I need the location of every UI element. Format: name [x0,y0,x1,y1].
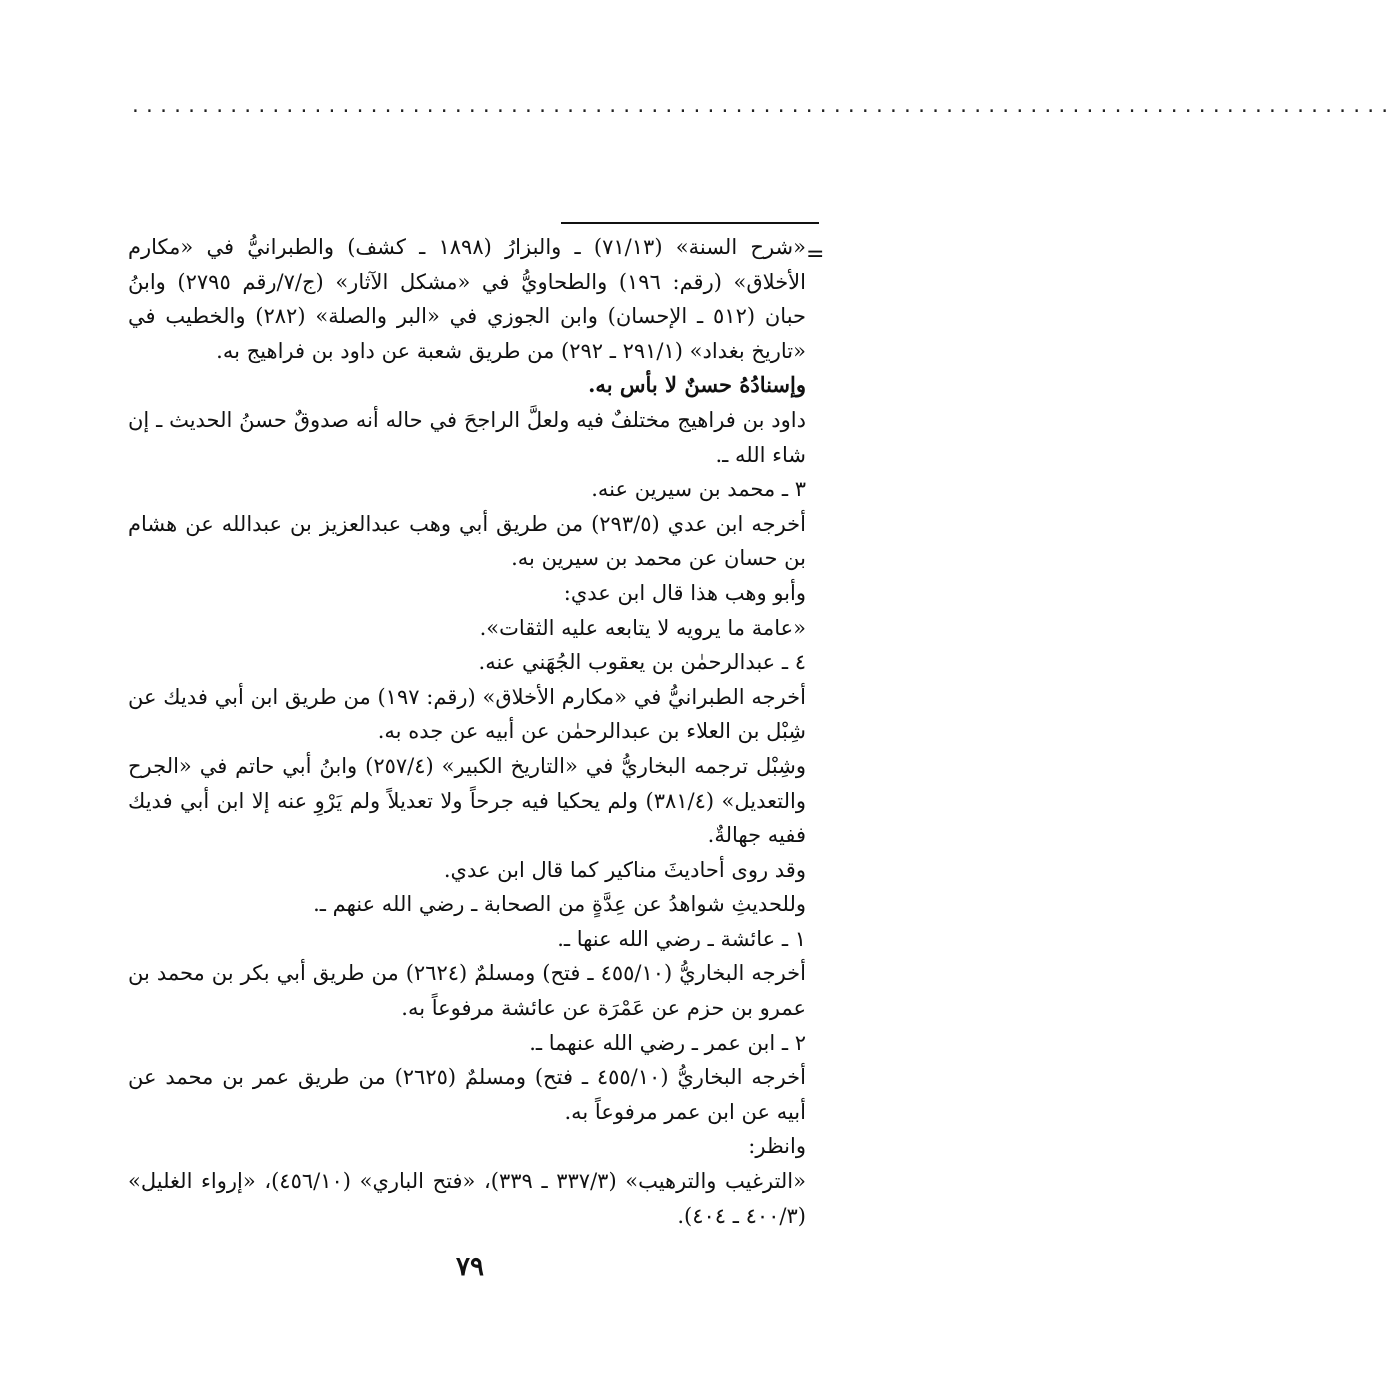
continuation-mark: = [806,242,825,267]
footnote-rule [561,222,819,224]
paragraph: أخرجه ابن عدي (٢٩٣/٥) من طريق أبي وهب عبدالعزيز بن عبدالله عن هشام بن حسان عن محمد بن سيرين به. [128,511,806,571]
paragraph: أخرجه البخاريُّ (٤٥٥/١٠ ـ فتح) ومسلمٌ (٢٦٢٥) من طريق عمر بن محمد عن أبيه عن ابن عمر مرفوعاً به. [128,1065,806,1124]
paragraph: وأبو وهب هذا قال ابن عدي: [563,580,806,605]
paragraph: ٤ ـ عبدالرحمٰن بن يعقوب الجُهَني عنه. [478,650,806,675]
paragraph: أخرجه الطبرانيُّ في «مكارم الأخلاق» (رقم: ١٩٧) من طريق ابن أبي فديك عن شِبْل بن العلاء بن عبدالرحمٰن عن أبيه عن جده به. [128,684,806,744]
paragraph: وشِبْل ترجمه البخاريُّ في «التاريخ الكبير» (٢٥٧/٤) وابنُ أبي حاتم في «الجرح والتعديل» (٣٨١/٤) ولم يحكيا فيه جرحاً ولا تعديلاً ولم يَرْوِ عنه إلا ابن أبي فديك ففيه جهالةٌ. [128,753,806,848]
paragraph: ٣ ـ محمد بن سيرين عنه. [591,477,806,502]
paragraph: «شرح السنة» (٧١/١٣) ـ والبزارُ (١٨٩٨ ـ كشف) والطبرانيُّ في «مكارم الأخلاق» (رقم: ١٩٦) والطحاويُّ في «مشكل الآثار» (ج/٧/رقم ٢٧٩٥) وابنُ حبان (٥١٢ ـ الإحسان) وابن الجوزي في «البر والصلة» (٢٨٢) والخطيب في «تاريخ بغداد» (٢٩١/١ ـ ٢٩٢) من طريق شعبة عن داود بن فراهيج به. [128,235,807,363]
dotted-separator: .......................................................................................... [130,96,1393,117]
paragraph: «الترغيب والترهيب» (٣٣٧/٣ ـ ٣٣٩)، «فتح الباري» (٤٥٦/١٠)، «إرواء الغليل» (٤٠٠/٣ ـ ٤٠٤). [128,1169,806,1228]
page-number: ٧٩ [456,1252,484,1282]
footnote-body [128,230,806,1233]
paragraph: وانظر: [748,1134,806,1159]
paragraph: أخرجه البخاريُّ (٤٥٥/١٠ ـ فتح) ومسلمٌ (٢٦٢٤) من طريق أبي بكر بن محمد بن عمرو بن حزم عن عَمْرَة عن عائشة مرفوعاً به. [128,961,806,1021]
paragraph: وإسنادُهُ حسنٌ لا بأس به. [588,372,806,398]
paragraph: داود بن فراهيج مختلفٌ فيه ولعلَّ الراجحَ في حاله أنه صدوقٌ حسنُ الحديث ـ إن شاء الله ـ. [128,407,806,467]
paragraph: ٢ ـ ابن عمر ـ رضي الله عنهما ـ. [529,1030,806,1055]
paragraph: وللحديثِ شواهدُ عن عِدَّةٍ من الصحابة ـ رضي الله عنهم ـ. [313,892,806,917]
paragraph: ١ ـ عائشة ـ رضي الله عنها ـ. [557,926,806,951]
paragraph: «عامة ما يرويه لا يتابعه عليه الثقات». [479,615,806,640]
paragraph: وقد روى أحاديثَ مناكير كما قال ابن عدي. [443,857,806,882]
